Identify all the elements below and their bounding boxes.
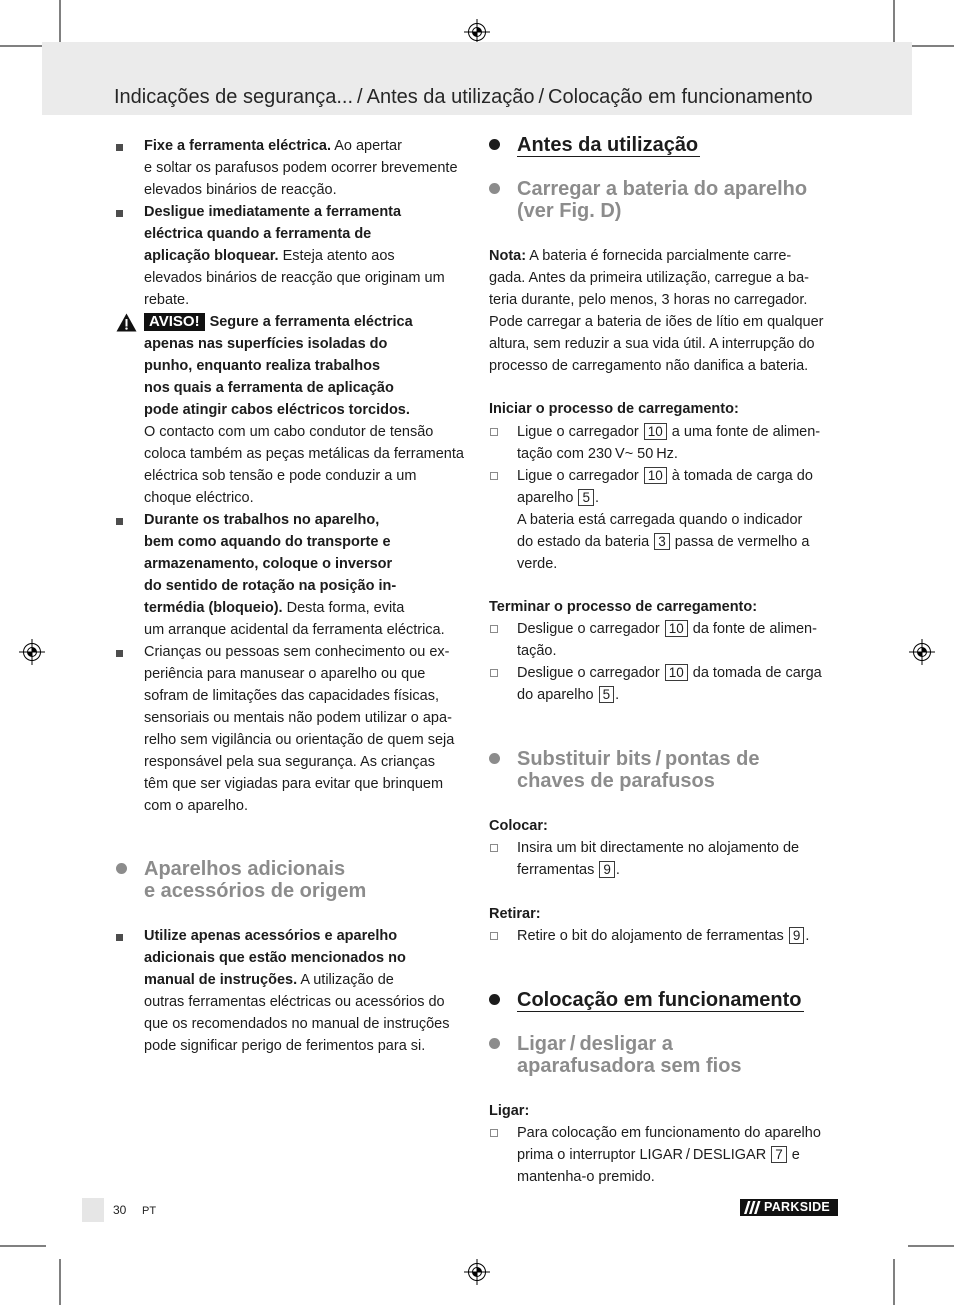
switch-on-step <box>517 1122 821 1188</box>
round-bullet-icon <box>489 753 500 764</box>
step-text: Ligue o carregador <box>517 468 643 484</box>
step-text: a uma fonte de alimen- tação com 230 V~ 50 Hz. <box>517 424 821 462</box>
reference-number: 10 <box>644 423 667 440</box>
hollow-square-bullet-icon <box>490 428 498 436</box>
bullet-text: Desta forma, evita um arranque acidental da ferramenta eléctrica. <box>144 600 445 638</box>
bullet-bold-text: Utilize apenas acessórios e aparelho adicionais que estão mencionados no manual de instruções. <box>144 928 406 988</box>
procedure-title: Terminar o processo de carregamento: <box>489 599 758 615</box>
section-operation <box>517 989 804 1012</box>
procedure-title: Iniciar o processo de carregamento: <box>489 401 739 417</box>
step-text: Insira um bit directamente no alojamento de ferramentas <box>517 840 800 878</box>
brand-logo <box>740 1199 838 1216</box>
subheading-text: Carregar a bateria do aparelho (ver Fig. D) <box>517 178 808 222</box>
square-bullet-icon <box>116 144 123 151</box>
accessories-heading-text: Aparelhos adicionais e acessórios de origem <box>144 858 367 902</box>
step-text: . <box>615 687 620 703</box>
step-text: passa de vermelho a verde. <box>517 534 810 572</box>
procedure-title: Ligar: <box>489 1103 530 1119</box>
safety-bullet-switch-off <box>144 201 445 311</box>
round-bullet-icon <box>489 183 500 194</box>
hollow-square-bullet-icon <box>490 932 498 940</box>
safety-bullet-rotation-lock <box>144 509 445 641</box>
square-bullet-icon <box>116 518 123 525</box>
remove-bit-step <box>517 925 809 947</box>
warning-triangle-icon <box>116 313 137 332</box>
reference-number: 5 <box>599 686 615 703</box>
reference-number: 9 <box>599 861 615 878</box>
stop-charging-title <box>489 596 757 618</box>
round-bullet-icon <box>489 994 500 1005</box>
insert-bit-title <box>489 815 548 837</box>
bullet-text: Ao apertar e soltar os parafusos podem ocorrer brevemente elevados binários de reacção. <box>144 138 458 198</box>
switch-heading <box>517 1033 742 1077</box>
subheading-text: Ligar / desligar a aparafusadora sem fios <box>517 1033 742 1077</box>
replace-bits-heading <box>517 748 759 792</box>
stop-charging-step <box>517 662 822 706</box>
round-bullet-icon <box>489 1038 500 1049</box>
step-text: da fonte de alimen- tação. <box>517 621 817 659</box>
insert-bit-step <box>517 837 799 881</box>
reference-number: 5 <box>578 489 594 506</box>
accessories-bullet <box>144 925 450 1057</box>
registration-mark-right <box>909 639 935 665</box>
bullet-bold-text: Fixe a ferramenta eléctrica. <box>144 138 331 154</box>
charge-battery-heading <box>517 178 807 222</box>
step-text: Desligue o carregador <box>517 665 664 681</box>
step-text: . <box>805 928 810 944</box>
safety-bullet-fix-tool <box>144 135 458 201</box>
subheading-text: Substituir bits / pontas de chaves de parafusos <box>517 748 760 792</box>
bullet-bold-text: Desligue imediatamente a ferramenta eléctrica quando a ferramenta de aplicação bloquear. <box>144 204 402 264</box>
brand-name: PARKSIDE <box>764 1200 831 1214</box>
hollow-square-bullet-icon <box>490 669 498 677</box>
step-text: Para colocação em funcionamento do aparelho prima o interruptor LIGAR / DESLIGAR <box>517 1125 821 1163</box>
step-text: Desligue o carregador <box>517 621 664 637</box>
start-charging-title <box>489 398 739 420</box>
round-bullet-icon <box>116 863 127 874</box>
bullet-text: Esteja atento aos elevados binários de reacção que originam um rebate. <box>144 248 445 308</box>
remove-bit-title <box>489 903 541 925</box>
step-text: e mantenha-o premido. <box>517 1147 800 1185</box>
safety-bullet-children <box>144 641 454 817</box>
square-bullet-icon <box>116 650 123 657</box>
page-number: 30 <box>113 1203 127 1217</box>
logo-slashes-icon <box>744 1201 762 1214</box>
language-code: PT <box>142 1205 157 1217</box>
square-bullet-icon <box>116 210 123 217</box>
accessories-heading <box>144 858 366 902</box>
note-label: Nota: <box>489 248 527 264</box>
square-bullet-icon <box>116 934 123 941</box>
bullet-bold-text: Durante os trabalhos no aparelho, bem como aquando do transporte e armazenamento, coloque o inversor do sentido de rotação na posição in- termédia (bloqueio). <box>144 512 397 616</box>
warning-text: O contacto com um cabo condutor de tensão coloca também as peças metálicas da ferramenta eléctrica sob tensão e pode conduzir a um choque eléctrico. <box>144 424 464 506</box>
registration-mark-left <box>19 639 45 665</box>
reference-number: 7 <box>771 1146 787 1163</box>
section-title: Antes da utilização <box>517 134 699 156</box>
stop-charging-step <box>517 618 817 662</box>
start-charging-step <box>517 421 820 465</box>
reference-number: 3 <box>654 533 670 550</box>
reference-number: 10 <box>644 467 667 484</box>
bullet-text: Crianças ou pessoas sem conhecimento ou ex- periência para manusear o aparelho ou que sofram de limitações das capacidades físicas, sensoriais ou mentais não podem utilizar o apa- relho sem vigilância ou orientação de quem seja responsável pela sua segurança. As crianças têm que ser vigiadas para evitar que brinquem com o aparelho. <box>144 644 455 814</box>
hollow-square-bullet-icon <box>490 1129 498 1137</box>
warning-bold-text: Segure a ferramenta eléctrica apenas nas superfícies isoladas do punho, enquanto realiza trabalhos nos quais a ferramenta de aplicação pode atingir cabos eléctricos torcidos. <box>144 314 413 418</box>
start-charging-step <box>517 465 813 575</box>
step-text: . <box>615 862 620 878</box>
warning-label: AVISO! <box>144 313 205 331</box>
step-text: . A bateria está carregada quando o indicador do estado da bateria <box>517 490 803 550</box>
section-before-use <box>517 134 700 157</box>
battery-note <box>489 245 824 377</box>
registration-mark-bottom <box>464 1259 490 1285</box>
procedure-title: Colocar: <box>489 818 548 834</box>
step-text: à tomada de carga do aparelho <box>517 468 813 506</box>
hollow-square-bullet-icon <box>490 844 498 852</box>
step-text: Ligue o carregador <box>517 424 643 440</box>
switch-on-title <box>489 1100 529 1122</box>
warning-block <box>144 311 464 509</box>
page-number-box <box>82 1198 104 1222</box>
hollow-square-bullet-icon <box>490 625 498 633</box>
bullet-text: A utilização de outras ferramentas eléctricas ou acessórios do que os recomendados no manual de instruções pode significar perigo de ferimentos para si. <box>144 972 450 1054</box>
hollow-square-bullet-icon <box>490 472 498 480</box>
round-bullet-icon <box>489 139 500 150</box>
page-title: Indicações de segurança... / Antes da utilização / Colocação em funcionamento <box>114 86 813 108</box>
step-text: da tomada de carga do aparelho <box>517 665 822 703</box>
procedure-title: Retirar: <box>489 906 541 922</box>
note-text: A bateria é fornecida parcialmente carre- gada. Antes da primeira utilização, carregue a ba- teria durante, pelo menos, 3 horas no carregador. Pode carregar a bateria de iões de lítio em qualquer altura, sem reduzir a sua vida útil. A interrupção do processo de carregamento não danifica a bateria. <box>489 248 824 374</box>
step-text: Retire o bit do alojamento de ferramentas <box>517 928 788 944</box>
section-title: Colocação em funcionamento <box>517 989 802 1011</box>
reference-number: 9 <box>789 927 805 944</box>
reference-number: 10 <box>665 664 688 681</box>
reference-number: 10 <box>665 620 688 637</box>
